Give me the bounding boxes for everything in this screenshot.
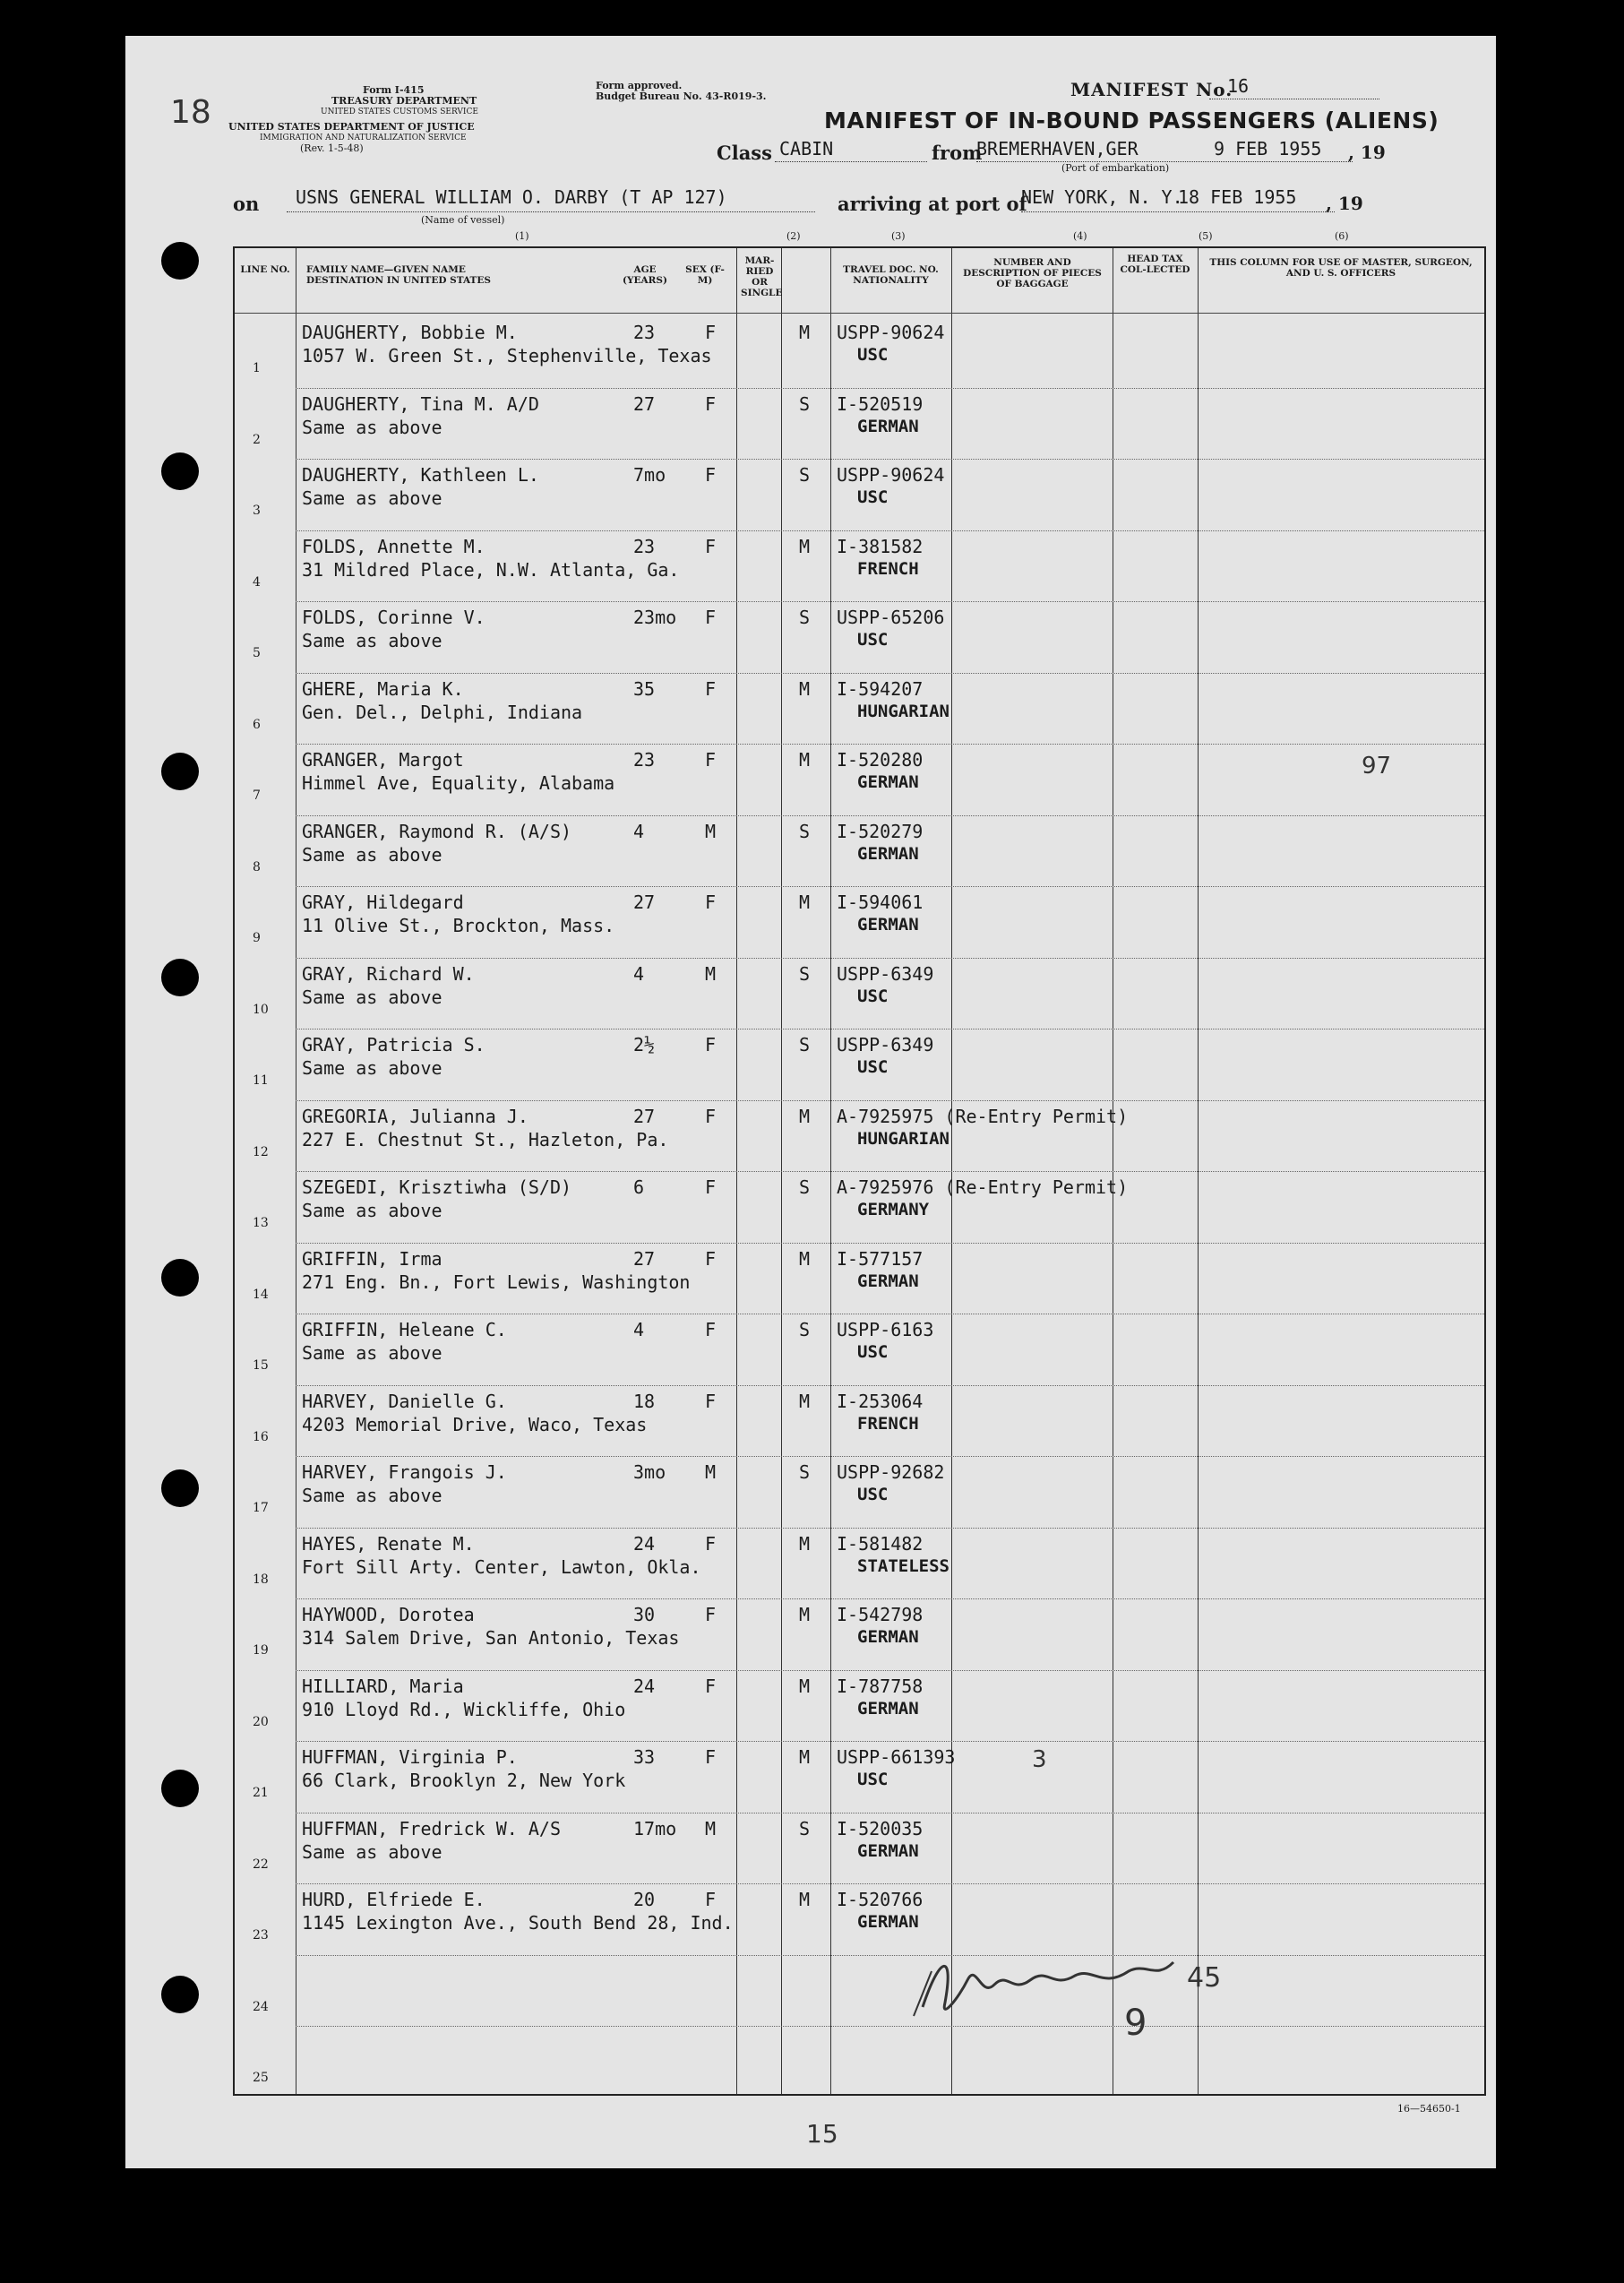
travel-doc-number: USPP-6349 (837, 962, 934, 985)
row-divider (296, 1171, 1484, 1172)
line-number: 23 (253, 1928, 269, 1943)
age: 20 (633, 1889, 656, 1910)
justice-department: UNITED STATES DEPARTMENT OF JUSTICE (228, 121, 475, 133)
sex: F (705, 535, 717, 557)
age: 4 (633, 1319, 645, 1340)
class-label: Class (717, 142, 772, 164)
destination: Same as above (302, 487, 443, 509)
year-suffix-2: , 19 (1326, 193, 1363, 214)
manifest-label: MANIFEST No. (1070, 79, 1233, 100)
passenger-name: HARVEY, Danielle G. (302, 1390, 507, 1412)
nationality: FRENCH (857, 1413, 919, 1434)
row-divider (296, 1598, 1484, 1599)
travel-doc-number: A-7925976 (Re-Entry Permit) (837, 1176, 1129, 1198)
line-number: 12 (253, 1144, 269, 1159)
punch-hole (161, 1259, 199, 1297)
travel-doc-number: I-253064 (837, 1390, 924, 1412)
vessel-note: (Name of vessel) (421, 214, 505, 226)
nationality: USC (857, 630, 889, 650)
row-divider (296, 1243, 1484, 1244)
row-divider (296, 601, 1484, 602)
nationality: HUNGARIAN (857, 1128, 949, 1149)
age: 23mo (633, 607, 677, 628)
sex: F (705, 322, 717, 343)
baggage-count: 3 (1032, 1746, 1047, 1773)
marital-status: M (799, 677, 811, 700)
destination: 271 Eng. Bn., Fort Lewis, Washington (302, 1271, 691, 1293)
nationality: GERMAN (857, 1840, 919, 1861)
passenger-name: HURD, Elfriede E. (302, 1889, 485, 1910)
age: 17mo (633, 1817, 677, 1839)
punch-hole (161, 1469, 199, 1507)
travel-doc-number: USPP-92682 (837, 1461, 945, 1483)
passenger-name: GRIFFIN, Irma (302, 1247, 443, 1270)
row-divider (296, 744, 1484, 745)
signature-icon (905, 1935, 1191, 2043)
age: 18 (633, 1390, 656, 1412)
age: 2½ (633, 1034, 656, 1055)
header-line-no: LINE NO. (240, 264, 290, 275)
arrival-port: NEW YORK, N. Y. (1021, 186, 1183, 208)
nationality: GERMAN (857, 1698, 919, 1719)
destination: Same as above (302, 843, 443, 866)
age: 4 (633, 962, 645, 985)
row-divider (296, 530, 1484, 531)
header-travel-doc: TRAVEL DOC. NO. NATIONALITY (843, 264, 939, 286)
marital-status: S (799, 1034, 811, 1055)
passenger-name: GREGORIA, Julianna J. (302, 1105, 528, 1127)
marital-status: M (799, 1390, 811, 1412)
sex: F (705, 607, 717, 628)
passenger-name: GRANGER, Raymond R. (A/S) (302, 820, 572, 842)
passenger-name: HAYWOOD, Dorotea (302, 1604, 475, 1625)
row-divider (296, 1670, 1484, 1671)
destination: Same as above (302, 1057, 443, 1079)
nationality: GERMAN (857, 1627, 919, 1647)
nationality: HUNGARIAN (857, 701, 949, 721)
marital-status: S (799, 464, 811, 486)
margin-number: 97 (1362, 753, 1392, 780)
passenger-name: SZEGEDI, Krisztiwha (S/D) (302, 1176, 572, 1198)
age: 23 (633, 749, 656, 771)
corner-number: 18 (170, 94, 211, 131)
punch-hole (161, 1976, 199, 2013)
row-divider (296, 1883, 1484, 1884)
sex: M (705, 820, 717, 842)
nationality: USC (857, 1770, 889, 1789)
marital-status: S (799, 607, 811, 628)
line-number: 24 (253, 1999, 269, 2014)
sex: M (705, 1461, 717, 1483)
passenger-name: GRANGER, Margot (302, 749, 464, 771)
line-number: 8 (253, 859, 261, 874)
line-number: 3 (253, 504, 261, 518)
row-divider (296, 886, 1484, 887)
travel-doc-number: I-787758 (837, 1675, 924, 1697)
nationality: USC (857, 1057, 889, 1077)
row-divider (296, 388, 1484, 389)
line-number: 21 (253, 1786, 269, 1800)
column-number: (2) (786, 230, 801, 242)
destination: 910 Lloyd Rd., Wickliffe, Ohio (302, 1698, 626, 1720)
revision: (Rev. 1-5-48) (300, 142, 364, 154)
column-number: (5) (1199, 230, 1213, 242)
age: 24 (633, 1675, 656, 1697)
age: 27 (633, 392, 656, 415)
header-baggage: NUMBER AND DESCRIPTION OF PIECES OF BAGGAGE (963, 257, 1102, 289)
form-approved: Form approved. (596, 80, 683, 91)
sex: M (705, 1817, 717, 1839)
passenger-name: HARVEY, Frangois J. (302, 1461, 507, 1483)
sex: F (705, 892, 717, 913)
marital-status: M (799, 535, 811, 557)
ins-service: IMMIGRATION AND NATURALIZATION SERVICE (260, 134, 467, 142)
destination: Fort Sill Arty. Center, Lawton, Okla. (302, 1555, 701, 1578)
passenger-name: DAUGHERTY, Kathleen L. (302, 464, 539, 486)
age: 3mo (633, 1461, 666, 1483)
passenger-name: GHERE, Maria K. (302, 677, 464, 700)
manifest-number: 16 (1227, 75, 1250, 97)
sex: F (705, 1675, 717, 1697)
manifest-title: MANIFEST OF IN-BOUND PASSENGERS (ALIENS) (824, 108, 1439, 134)
line-number: 5 (253, 646, 261, 660)
passenger-name: FOLDS, Corinne V. (302, 607, 485, 628)
line-number: 22 (253, 1857, 269, 1872)
travel-doc-number: I-520280 (837, 749, 924, 771)
travel-doc-number: I-520519 (837, 392, 924, 415)
punch-hole (161, 753, 199, 790)
age: 30 (633, 1604, 656, 1625)
line-number: 9 (253, 931, 261, 945)
header-married-single: MAR-RIED OR SINGLE (741, 255, 783, 298)
row-divider (296, 1955, 1484, 1956)
marital-status: M (799, 1604, 811, 1625)
header-name-destination: FAMILY NAME—GIVEN NAME DESTINATION IN UNITED STATES (306, 264, 491, 286)
destination: Himmel Ave, Equality, Alabama (302, 772, 615, 794)
row-divider (296, 1741, 1484, 1742)
travel-doc-number: I-594207 (837, 677, 924, 700)
line-number: 17 (253, 1501, 269, 1515)
embark-date: 9 FEB 1955 (1214, 138, 1322, 159)
sex: F (705, 677, 717, 700)
destination: Same as above (302, 986, 443, 1008)
marital-status: S (799, 1176, 811, 1198)
travel-doc-number: USPP-661393 (837, 1746, 956, 1768)
travel-doc-number: USPP-90624 (837, 322, 945, 343)
age: 27 (633, 1247, 656, 1270)
marital-status: S (799, 820, 811, 842)
line-number: 13 (253, 1216, 269, 1230)
marital-status: M (799, 1105, 811, 1127)
destination: 314 Salem Drive, San Antonio, Texas (302, 1627, 680, 1649)
line-number: 1 (253, 361, 261, 375)
nationality: FRENCH (857, 558, 919, 579)
tally-number: 9 (1124, 2003, 1147, 2044)
sex: F (705, 1390, 717, 1412)
sex: F (705, 1176, 717, 1198)
marital-status: M (799, 1746, 811, 1768)
destination: 4203 Memorial Drive, Waco, Texas (302, 1413, 648, 1435)
destination: Same as above (302, 1342, 443, 1364)
punch-hole (161, 452, 199, 490)
passenger-name: GRIFFIN, Heleane C. (302, 1319, 507, 1340)
travel-doc-number: USPP-6349 (837, 1034, 934, 1055)
destination: Gen. Del., Delphi, Indiana (302, 701, 583, 723)
row-divider (296, 1528, 1484, 1529)
passenger-name: HILLIARD, Maria (302, 1675, 464, 1697)
marital-status: S (799, 392, 811, 415)
line-number: 18 (253, 1572, 269, 1587)
nationality: GERMAN (857, 416, 919, 436)
line-number: 7 (253, 788, 261, 803)
travel-doc-number: USPP-6163 (837, 1319, 934, 1340)
punch-hole (161, 959, 199, 996)
form-number: Form I-415 (363, 84, 425, 96)
age: 6 (633, 1176, 645, 1198)
marital-status: M (799, 1675, 811, 1697)
line-number: 20 (253, 1714, 269, 1729)
destination: 1145 Lexington Ave., South Bend 28, Ind. (302, 1912, 734, 1934)
sex: F (705, 1889, 717, 1910)
sex: F (705, 1319, 717, 1340)
arrival-date: 18 FEB 1955 (1178, 186, 1297, 208)
age: 7mo (633, 464, 666, 486)
passenger-table (233, 246, 1486, 2096)
nationality: GERMAN (857, 1271, 919, 1291)
row-divider (296, 815, 1484, 816)
age: 35 (633, 677, 656, 700)
travel-doc-number: I-520279 (837, 820, 924, 842)
destination: Same as above (302, 630, 443, 651)
passenger-name: GRAY, Patricia S. (302, 1034, 485, 1055)
travel-doc-number: I-581482 (837, 1532, 924, 1555)
travel-doc-number: USPP-65206 (837, 607, 945, 628)
travel-doc-number: I-520035 (837, 1817, 924, 1839)
line-number: 14 (253, 1287, 269, 1302)
passenger-name: DAUGHERTY, Bobbie M. (302, 322, 518, 343)
travel-doc-number: I-542798 (837, 1604, 924, 1625)
travel-doc-number: I-520766 (837, 1889, 924, 1910)
sex: F (705, 464, 717, 486)
line-number: 4 (253, 574, 261, 590)
nationality: STATELESS (857, 1555, 949, 1576)
passenger-name: HUFFMAN, Virginia P. (302, 1746, 518, 1768)
sex: F (705, 1105, 717, 1127)
row-divider (296, 673, 1484, 674)
marital-status: M (799, 1532, 811, 1555)
row-divider (296, 459, 1484, 460)
year-suffix: , 19 (1348, 142, 1386, 163)
line-number: 15 (253, 1358, 269, 1373)
sex: F (705, 1532, 717, 1555)
travel-doc-number: I-577157 (837, 1247, 924, 1270)
budget-bureau: Budget Bureau No. 43-R019-3. (596, 90, 767, 102)
tally-number: 45 (1187, 1962, 1222, 1994)
from-value: BREMERHAVEN,GER (976, 138, 1139, 159)
line-number: 6 (253, 717, 261, 732)
destination: 31 Mildred Place, N.W. Atlanta, Ga. (302, 558, 680, 581)
column-number: (3) (891, 230, 906, 242)
row-divider (296, 1385, 1484, 1386)
row-divider (296, 1456, 1484, 1457)
marital-status: M (799, 1889, 811, 1910)
arriving-label: arriving at port of (838, 193, 1027, 215)
age: 27 (633, 1105, 656, 1127)
destination: 11 Olive St., Brockton, Mass. (302, 915, 615, 936)
footer-code: 16—54650-1 (1397, 2103, 1461, 2115)
passenger-name: GRAY, Richard W. (302, 962, 475, 985)
marital-status: S (799, 1461, 811, 1483)
travel-doc-number: USPP-90624 (837, 464, 945, 486)
sex: F (705, 392, 717, 415)
sex: F (705, 1746, 717, 1768)
header-age: AGE (YEARS) (623, 264, 667, 286)
page-number: 15 (806, 2119, 838, 2149)
destination: 1057 W. Green St., Stephenville, Texas (302, 345, 712, 366)
destination: Same as above (302, 1200, 443, 1221)
from-label: from (932, 142, 983, 164)
age: 27 (633, 892, 656, 913)
destination: Same as above (302, 416, 443, 438)
row-divider (296, 1029, 1484, 1030)
travel-doc-number: I-381582 (837, 535, 924, 557)
age: 23 (633, 322, 656, 343)
nationality: GERMAN (857, 1912, 919, 1932)
destination: Same as above (302, 1840, 443, 1863)
nationality: USC (857, 986, 889, 1006)
age: 23 (633, 535, 656, 557)
nationality: GERMAN (857, 915, 919, 935)
destination: Same as above (302, 1485, 443, 1506)
column-number: (1) (515, 230, 529, 242)
sex: F (705, 1247, 717, 1270)
sex: F (705, 1604, 717, 1625)
treasury-department: TREASURY DEPARTMENT (331, 95, 477, 107)
marital-status: S (799, 962, 811, 985)
marital-status: S (799, 1319, 811, 1340)
passenger-name: FOLDS, Annette M. (302, 535, 485, 557)
sex: F (705, 1034, 717, 1055)
header-officers-use: THIS COLUMN FOR USE OF MASTER, SURGEON, AND U. S. OFFICERS (1209, 257, 1473, 279)
sex: M (705, 962, 717, 985)
marital-status: M (799, 322, 811, 343)
marital-status: M (799, 749, 811, 771)
travel-doc-number: I-594061 (837, 892, 924, 913)
passenger-name: DAUGHERTY, Tina M. A/D (302, 392, 539, 415)
vessel-name: USNS GENERAL WILLIAM O. DARBY (T AP 127) (296, 186, 727, 208)
nationality: GERMANY (857, 1200, 930, 1219)
travel-doc-number: A-7925975 (Re-Entry Permit) (837, 1105, 1129, 1127)
port-embarkation-note: (Port of embarkation) (1061, 162, 1170, 174)
passenger-name: HUFFMAN, Fredrick W. A/S (302, 1817, 561, 1839)
nationality: GERMAN (857, 772, 919, 792)
row-divider (296, 958, 1484, 959)
header-head-tax: HEAD TAX COL-LECTED (1120, 254, 1190, 275)
column-number: (6) (1335, 230, 1349, 242)
passenger-name: HAYES, Renate M. (302, 1532, 475, 1555)
line-number: 2 (253, 432, 261, 447)
punch-hole (161, 1770, 199, 1807)
passenger-name: GRAY, Hildegard (302, 892, 464, 913)
nationality: USC (857, 1485, 889, 1504)
class-value: CABIN (779, 138, 834, 159)
column-number: (4) (1073, 230, 1087, 242)
header-sex: SEX (F-M) (685, 264, 725, 286)
line-number: 19 (253, 1643, 269, 1658)
on-label: on (233, 193, 260, 215)
marital-status: M (799, 892, 811, 913)
line-number: 11 (253, 1073, 269, 1088)
manifest-sheet (125, 36, 1496, 2168)
line-number: 10 (253, 1002, 269, 1017)
nationality: USC (857, 345, 889, 365)
row-divider (296, 1100, 1484, 1101)
line-number: 16 (253, 1429, 269, 1444)
customs-service: UNITED STATES CUSTOMS SERVICE (321, 108, 478, 116)
nationality: GERMAN (857, 843, 919, 864)
row-divider (296, 2026, 1484, 2027)
marital-status: M (799, 1247, 811, 1270)
destination: 227 E. Chestnut St., Hazleton, Pa. (302, 1128, 669, 1150)
nationality: USC (857, 1342, 889, 1362)
age: 33 (633, 1746, 656, 1768)
punch-hole (161, 242, 199, 280)
marital-status: S (799, 1817, 811, 1839)
destination: 66 Clark, Brooklyn 2, New York (302, 1770, 626, 1791)
age: 24 (633, 1532, 656, 1555)
line-number: 25 (253, 2071, 269, 2085)
age: 4 (633, 820, 645, 842)
sex: F (705, 749, 717, 771)
nationality: USC (857, 487, 889, 507)
